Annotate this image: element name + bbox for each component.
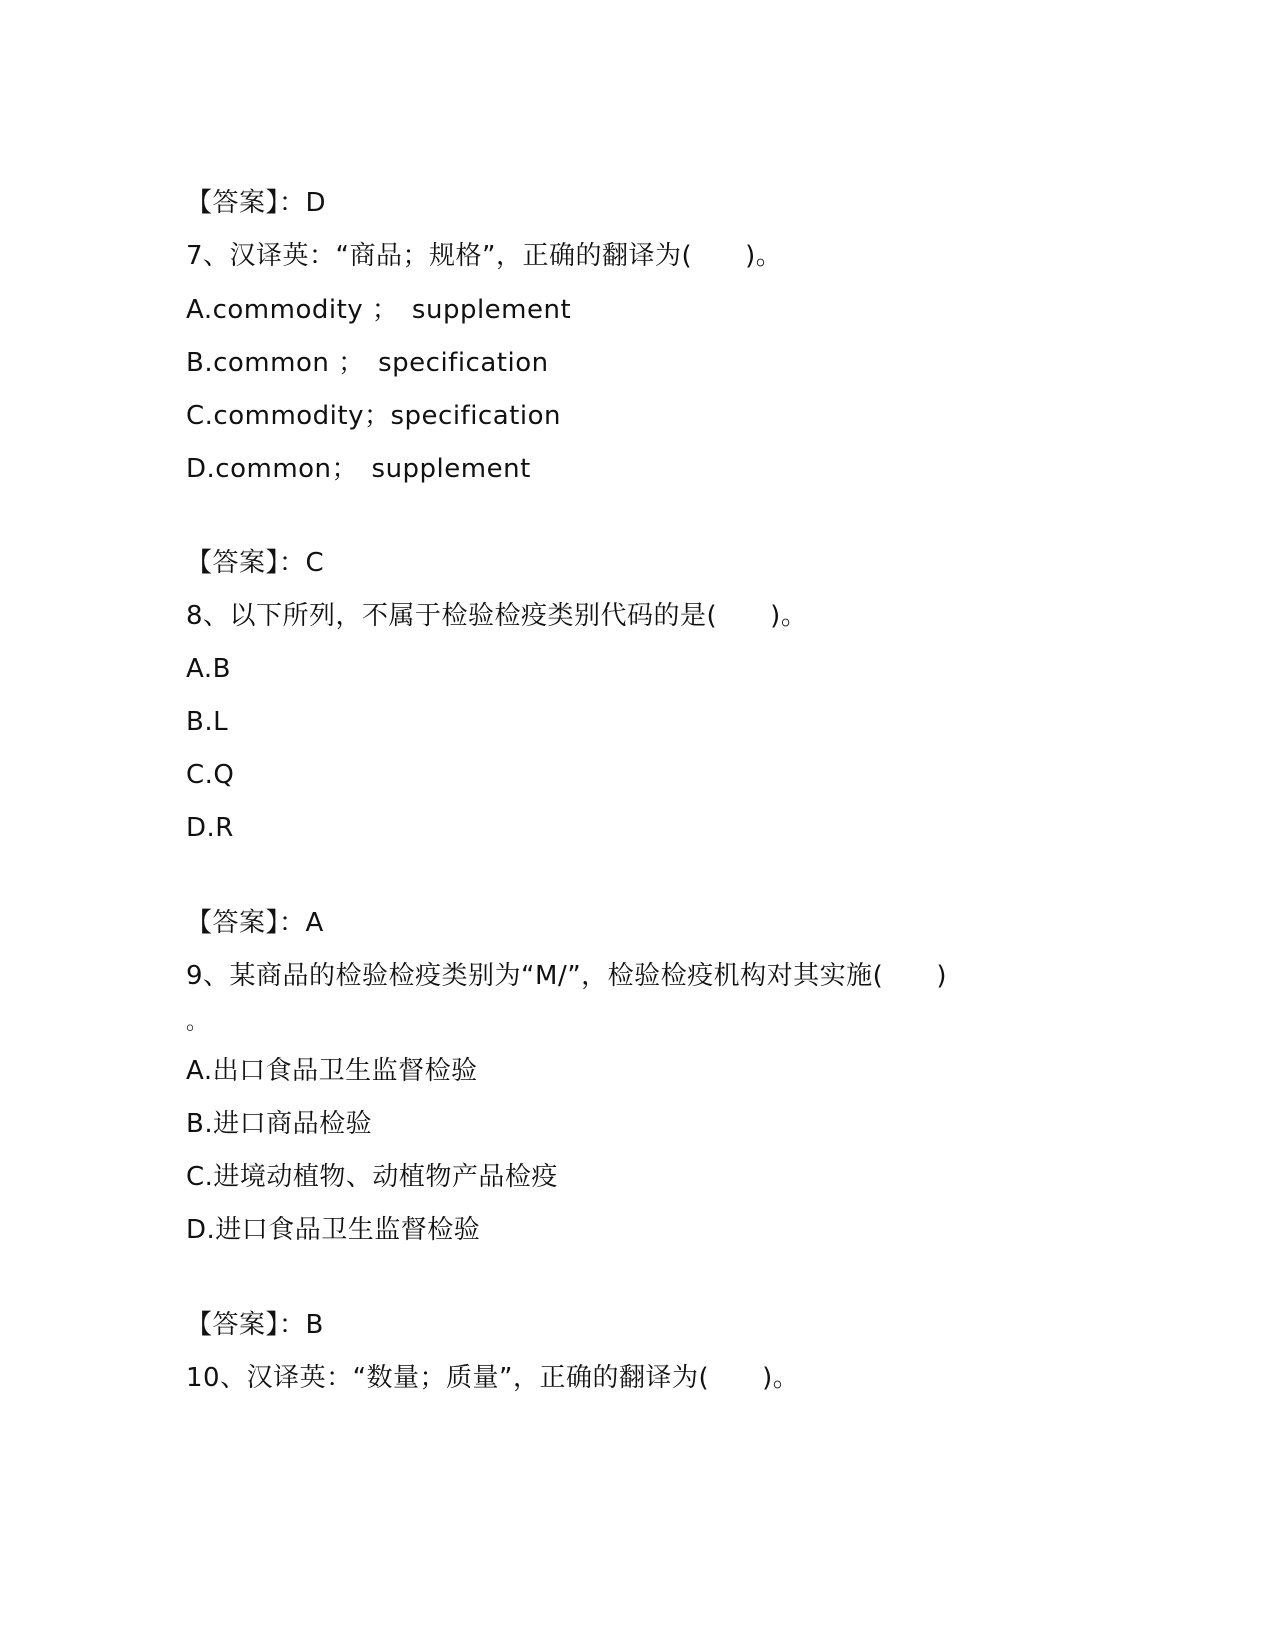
answer-q7: 【答案】：C [186, 548, 325, 578]
question-9-option-d: D.进口食品卫生监督检验 [186, 1215, 481, 1245]
question-9-stem: 9、某商品的检验检疫类别为“M/”，检验检疫机构对其实施( ) [186, 961, 947, 991]
question-8-option-b: B.L [186, 707, 229, 737]
question-9-option-c: C.进境动植物、动植物产品检疫 [186, 1162, 558, 1192]
question-7-stem: 7、汉译英：“商品；规格”，正确的翻译为( )。 [186, 241, 783, 271]
question-9-stem-tail: 。 [186, 1010, 209, 1035]
question-8-option-c: C.Q [186, 760, 235, 790]
question-9-option-a: A.出口食品卫生监督检验 [186, 1056, 478, 1086]
question-8-option-d: D.R [186, 813, 234, 843]
question-10-stem: 10、汉译英：“数量；质量”，正确的翻译为( )。 [186, 1363, 800, 1393]
question-7-option-a: A.commodity ； supplement [186, 295, 572, 325]
answer-q9: 【答案】：B [186, 1310, 324, 1340]
question-7-option-d: D.common； supplement [186, 454, 531, 484]
answer-q8: 【答案】：A [186, 908, 324, 938]
answer-q6: 【答案】：D [186, 188, 327, 218]
question-8-stem: 8、以下所列，不属于检验检疫类别代码的是( )。 [186, 601, 808, 631]
question-9-option-b: B.进口商品检验 [186, 1109, 373, 1139]
question-7-option-b: B.common ； specification [186, 348, 549, 378]
question-8-option-a: A.B [186, 654, 231, 684]
question-7-option-c: C.commodity；specification [186, 401, 561, 431]
